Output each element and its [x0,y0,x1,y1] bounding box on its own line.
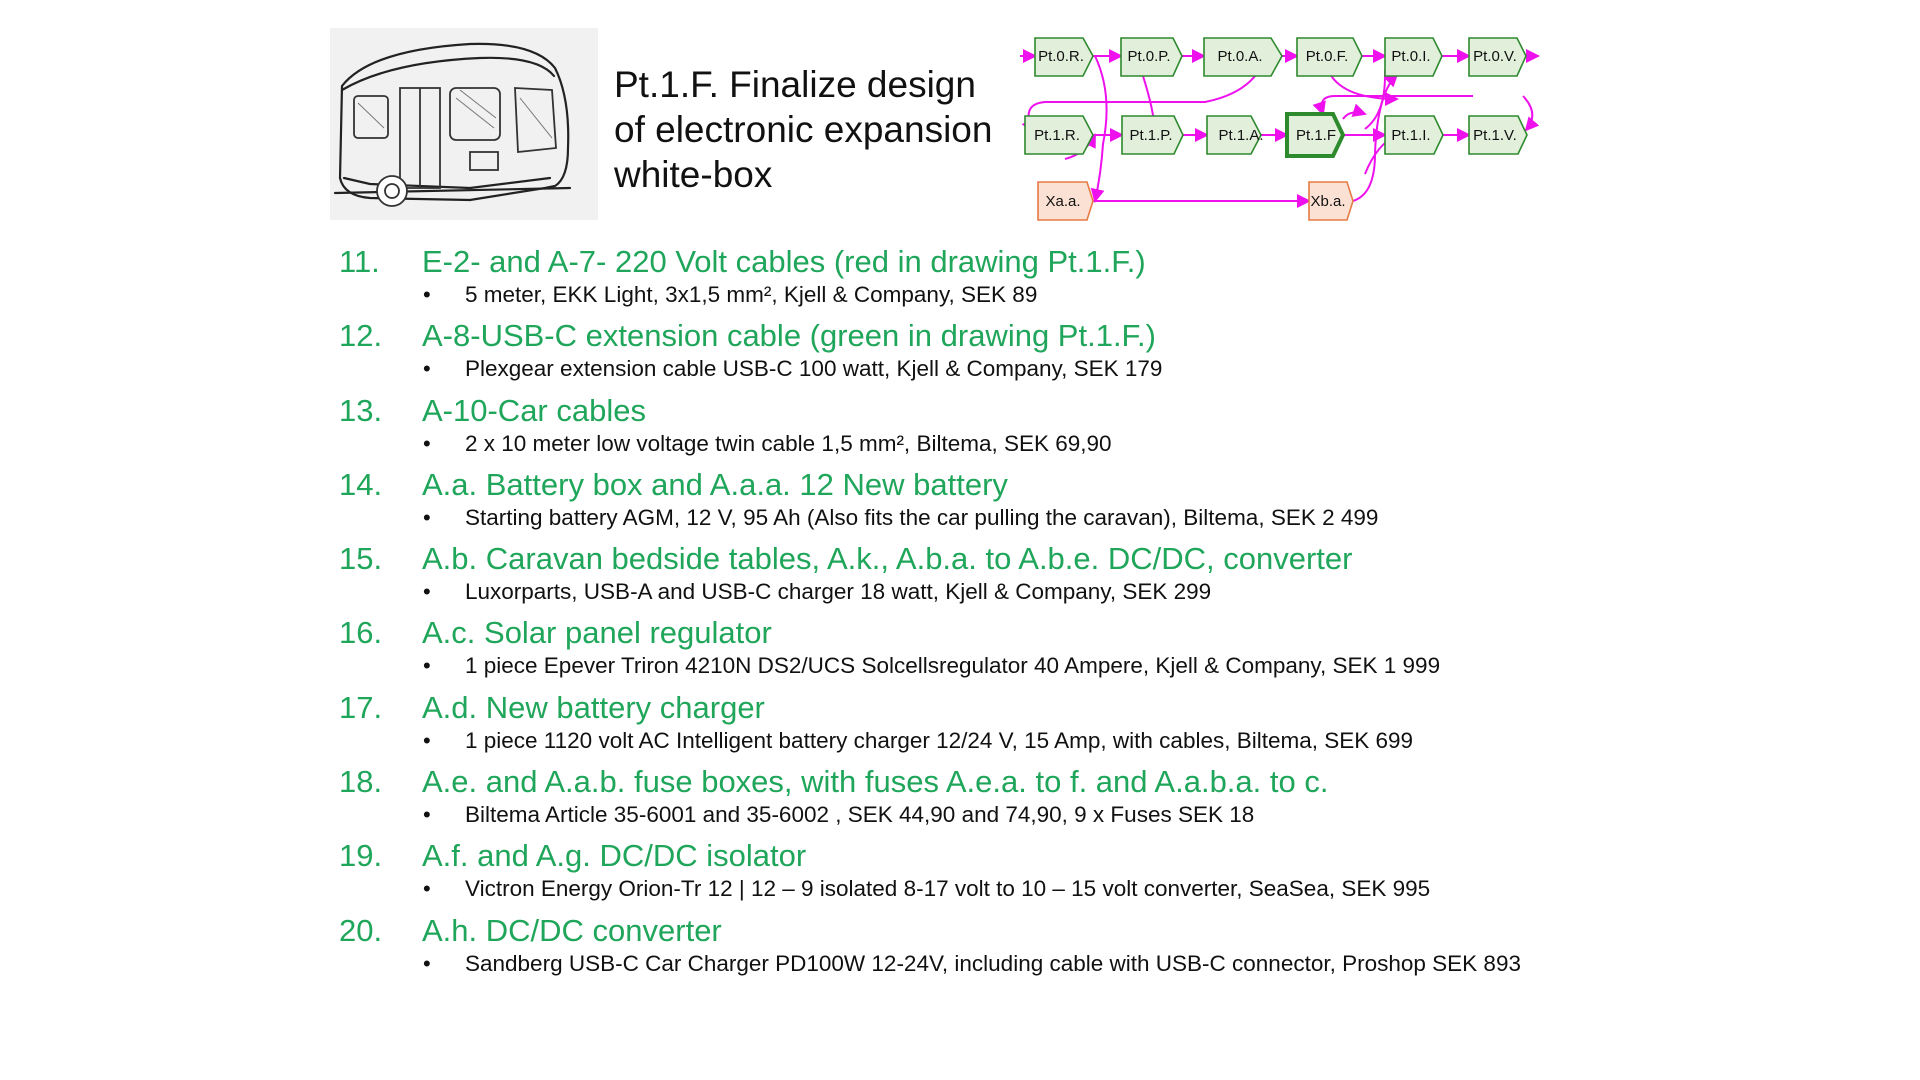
item-detail: Starting battery AGM, 12 V, 95 Ah (Also fits the car pulling the caravan), Biltema, SEK 2 499 [465,504,1379,530]
node-pt1i [1385,116,1443,154]
item-number: 17. [339,689,383,725]
item-heading: A-10-Car cables [422,392,646,428]
node-pt1p [1122,116,1183,154]
item-heading: A.b. Caravan bedside tables, A.k., A.b.a. to A.b.e. DC/DC, converter [422,541,1353,577]
bullet-icon: • [423,876,431,902]
slide-title [614,62,1014,197]
svg-text:Pt.1.V.: Pt.1.V. [1473,127,1517,144]
svg-text:Pt.0.V.: Pt.0.V. [1473,48,1517,65]
node-pt0i [1385,38,1442,76]
node-pt1v [1469,116,1527,154]
item-heading: A-8-USB-C extension cable (green in drawing Pt.1.F.) [422,318,1156,354]
item-heading: E-2- and A-7- 220 Volt cables (red in drawing Pt.1.F.) [422,244,1146,279]
node-xba [1309,182,1353,220]
item-heading: A.c. Solar panel regulator [422,615,772,651]
bullet-icon: • [423,430,431,456]
parts-list [339,242,1739,985]
svg-text:Pt.0.A.: Pt.0.A. [1217,48,1263,65]
bullet-icon: • [423,802,431,828]
item-heading: A.d. New battery charger [422,689,765,725]
item-heading: A.h. DC/DC converter [422,912,722,948]
item-heading: A.a. Battery box and A.a.a. 12 New battery [422,466,1008,502]
node-pt0r [1035,38,1093,76]
list-item [339,836,1739,910]
item-detail: Sandberg USB-C Car Charger PD100W 12-24V, including cable with USB-C connector, Proshop SEK 893 [465,950,1521,976]
list-item [339,465,1739,539]
node-pt0p [1121,38,1182,76]
item-detail: Biltema Article 35-6001 and 35-6002 , SEK 44,90 and 74,90, 9 x Fuses SEK 18 [465,802,1255,828]
bullet-icon: • [423,504,431,530]
svg-text:Pt.0.I.: Pt.0.I. [1391,48,1431,65]
item-number: 11. [339,244,380,279]
item-detail: 1 piece Epever Triron 4210N DS2/UCS Solcellsregulator 40 Ampere, Kjell & Company, SEK 1 999 [465,653,1441,679]
item-number: 18. [339,764,383,800]
svg-text:Pt.1.P.: Pt.1.P. [1129,127,1173,144]
node-xaa [1038,182,1093,220]
svg-text:Pt.0.F.: Pt.0.F. [1305,48,1349,65]
title-line-1: Pt.1.F. Finalize design [614,64,976,105]
item-number: 14. [339,466,383,502]
list-item [339,242,1739,316]
svg-text:Pt.1.R.: Pt.1.R. [1034,127,1080,144]
bullet-icon: • [423,356,431,382]
list-item [339,688,1739,762]
svg-text:Xb.a.: Xb.a. [1310,193,1346,210]
svg-text:Pt.1.A.: Pt.1.A. [1218,127,1264,144]
svg-text:Pt.0.R.: Pt.0.R. [1038,48,1084,65]
list-item [339,613,1739,687]
process-flow-diagram [1005,14,1565,226]
list-item [339,911,1739,985]
item-number: 20. [339,912,383,948]
svg-text:Pt.1.F: Pt.1.F [1295,127,1337,144]
item-number: 13. [339,392,383,428]
item-detail: 5 meter, EKK Light, 3x1,5 mm², Kjell & Company, SEK 89 [465,282,1038,307]
bullet-icon: • [423,579,431,605]
bullet-icon: • [423,282,431,307]
item-heading: A.e. and A.a.b. fuse boxes, with fuses A.e.a. to f. and A.a.b.a. to c. [422,764,1329,800]
bullet-icon: • [423,653,431,679]
bullet-icon: • [423,950,431,976]
item-detail: Victron Energy Orion-Tr 12 | 12 – 9 isolated 8-17 volt to 10 – 15 volt converter, SeaSea, SEK 995 [465,876,1431,902]
node-pt1r [1025,116,1093,154]
item-detail: Luxorparts, USB-A and USB-C charger 18 watt, Kjell & Company, SEK 299 [465,579,1212,605]
item-number: 19. [339,838,383,874]
svg-text:Xa.a.: Xa.a. [1045,193,1081,210]
item-number: 16. [339,615,383,651]
list-item [339,391,1739,465]
node-pt1f-highlight [1287,114,1343,156]
caravan-sketch-image [330,28,598,220]
list-item [339,539,1739,613]
item-detail: 1 piece 1120 volt AC Intelligent battery charger 12/24 V, 15 Amp, with cables, Biltema, SEK 699 [465,727,1414,753]
item-heading: A.f. and A.g. DC/DC isolator [422,838,807,874]
title-line-2: of electronic expansion [614,109,993,150]
item-detail: 2 x 10 meter low voltage twin cable 1,5 mm², Biltema, SEK 69,90 [465,430,1112,456]
node-pt0a [1204,38,1282,76]
svg-text:Pt.0.P.: Pt.0.P. [1127,48,1171,65]
list-item [339,316,1739,390]
bullet-icon: • [423,727,431,753]
item-number: 15. [339,541,383,577]
list-item [339,762,1739,836]
node-pt0v [1469,38,1526,76]
title-line-3: white-box [614,154,773,195]
item-number: 12. [339,318,383,354]
node-pt1a [1207,116,1264,154]
item-detail: Plexgear extension cable USB-C 100 watt, Kjell & Company, SEK 179 [465,356,1163,382]
node-pt0f [1297,38,1362,76]
svg-text:Pt.1.I.: Pt.1.I. [1391,127,1431,144]
